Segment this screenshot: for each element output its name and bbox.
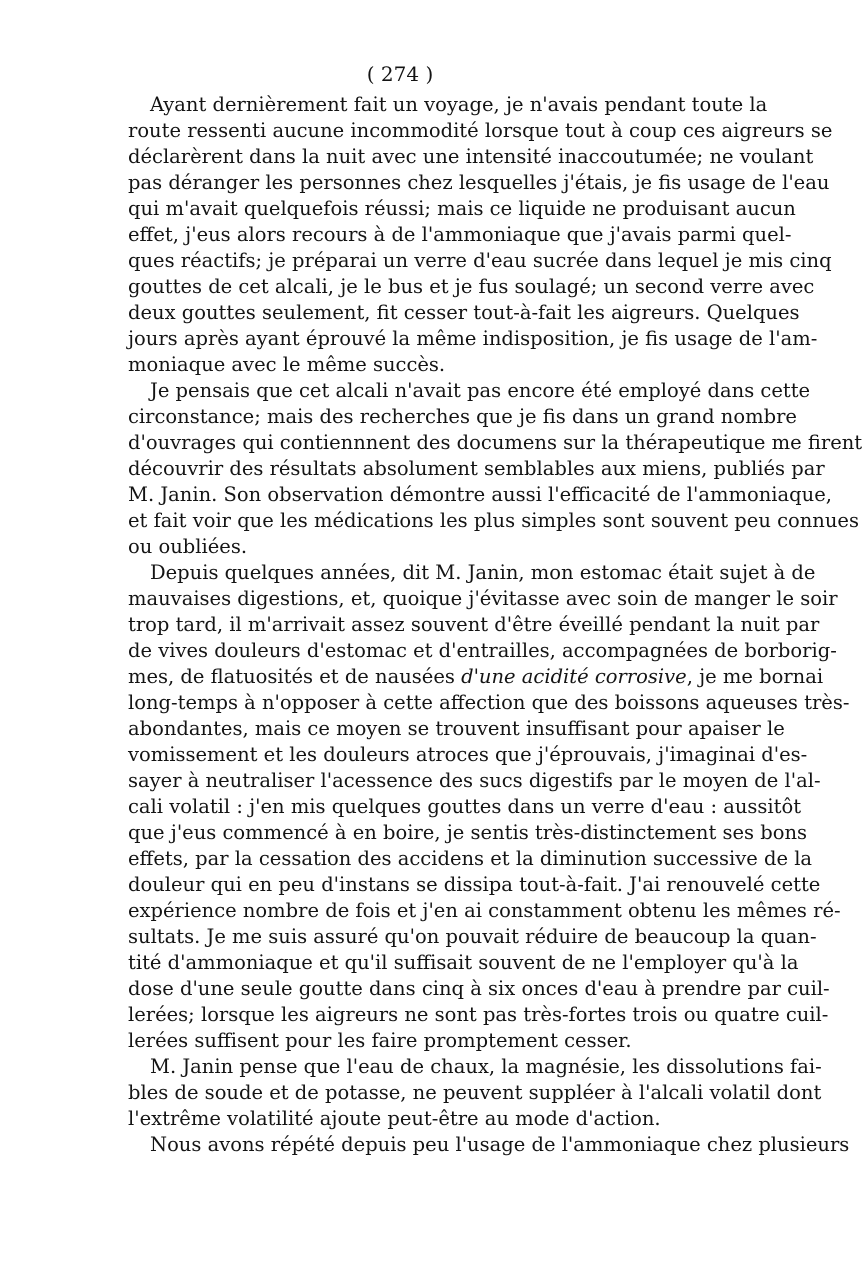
text-line: ou oubliées. [128, 535, 248, 558]
text-line: et fait voir que les médications les plus simples sont souvent peu connues [128, 509, 859, 532]
paragraph-2 [128, 378, 862, 560]
page-body [128, 92, 862, 1158]
text-line: vomissement et les douleurs atroces que j'éprouvais, j'imaginai d'es- [128, 743, 808, 766]
text-line: découvrir des résultats absolument semblables aux miens, publiés par [128, 457, 825, 480]
text-line: déclarèrent dans la nuit avec une intensité inaccoutumée; ne voulant [128, 145, 814, 168]
paragraph-3 [128, 560, 850, 1054]
text-line: de vives douleurs d'estomac et d'entrailles, accompagnées de borborig- [128, 639, 837, 662]
text-line: effets, par la cessation des accidens et la diminution successive de la [128, 847, 813, 870]
text-line: lerées; lorsque les aigreurs ne sont pas très-fortes trois ou quatre cuil- [128, 1003, 829, 1026]
text-line: sultats. Je me suis assuré qu'on pouvait réduire de beaucoup la quan- [128, 925, 817, 948]
text-line: gouttes de cet alcali, je le bus et je fus soulagé; un second verre avec [128, 275, 815, 298]
text-line: mauvaises digestions, et, quoique j'évitasse avec soin de manger le soir [128, 587, 838, 610]
text-line: deux gouttes seulement, fit cesser tout-à-fait les aigreurs. Quelques [128, 301, 800, 324]
text-line: qui m'avait quelquefois réussi; mais ce liquide ne produisant aucun [128, 197, 796, 220]
text-line: cali volatil : j'en mis quelques gouttes dans un verre d'eau : aussitôt [128, 795, 802, 818]
text-line: que j'eus commencé à en boire, je sentis très-distinctement ses bons [128, 821, 808, 844]
text-line: trop tard, il m'arrivait assez souvent d'être éveillé pendant la nuit par [128, 613, 820, 636]
text-line: Depuis quelques années, dit M. Janin, mon estomac était sujet à de [150, 561, 816, 584]
text-line: Je pensais que cet alcali n'avait pas encore été employé dans cette [150, 379, 811, 402]
text-line: long-temps à n'opposer à cette affection que des boissons aqueuses très- [128, 691, 850, 714]
paragraph-1 [128, 92, 833, 378]
text-line: d'ouvrages qui contiennnent des documens sur la thérapeutique me firent [128, 431, 862, 454]
text-line: Ayant dernièrement fait un voyage, je n'avais pendant toute la [150, 93, 768, 116]
text-line-with-italic [128, 664, 824, 690]
text-line: expérience nombre de fois et j'en ai constamment obtenu les mêmes ré- [128, 899, 841, 922]
text-line: jours après ayant éprouvé la même indisposition, je fis usage de l'am- [128, 327, 818, 350]
text-line: sayer à neutraliser l'acessence des sucs digestifs par le moyen de l'al- [128, 769, 821, 792]
text-line: bles de soude et de potasse, ne peuvent suppléer à l'alcali volatil dont [128, 1081, 822, 1104]
text-line: lerées suffisent pour les faire promptement cesser. [128, 1029, 632, 1052]
text-line: M. Janin. Son observation démontre aussi l'efficacité de l'ammoniaque, [128, 483, 832, 506]
text-line: douleur qui en peu d'instans se dissipa tout-à-fait. J'ai renouvelé cette [128, 873, 821, 896]
paragraph-5 [128, 1132, 850, 1158]
text-line: route ressenti aucune incommodité lorsque tout à coup ces aigreurs se [128, 119, 833, 142]
text-segment: mes, de flatuosités et de nausées [128, 665, 455, 688]
text-line: tité d'ammoniaque et qu'il suffisait souvent de ne l'employer qu'à la [128, 951, 799, 974]
italic-phrase: d'une acidité corrosive [461, 665, 687, 688]
text-line: l'extrême volatilité ajoute peut-être au mode d'action. [128, 1107, 661, 1130]
text-line: circonstance; mais des recherches que je fis dans un grand nombre [128, 405, 797, 428]
text-line: dose d'une seule goutte dans cinq à six onces d'eau à prendre par cuil- [128, 977, 830, 1000]
text-line: pas déranger les personnes chez lesquelles j'étais, je fis usage de l'eau [128, 171, 830, 194]
text-line: effet, j'eus alors recours à de l'ammoniaque que j'avais parmi quel- [128, 223, 792, 246]
paragraph-4 [128, 1054, 822, 1132]
text-line: abondantes, mais ce moyen se trouvent insuffisant pour apaiser le [128, 717, 785, 740]
text-segment: , je me bornai [686, 665, 824, 688]
text-line: ques réactifs; je préparai un verre d'eau sucrée dans lequel je mis cinq [128, 249, 832, 272]
text-line: M. Janin pense que l'eau de chaux, la magnésie, les dissolutions fai- [150, 1055, 822, 1078]
page-number: ( 274 ) [366, 62, 434, 86]
text-line: Nous avons répété depuis peu l'usage de l'ammoniaque chez plusieurs [150, 1133, 850, 1156]
text-line: moniaque avec le même succès. [128, 353, 446, 376]
